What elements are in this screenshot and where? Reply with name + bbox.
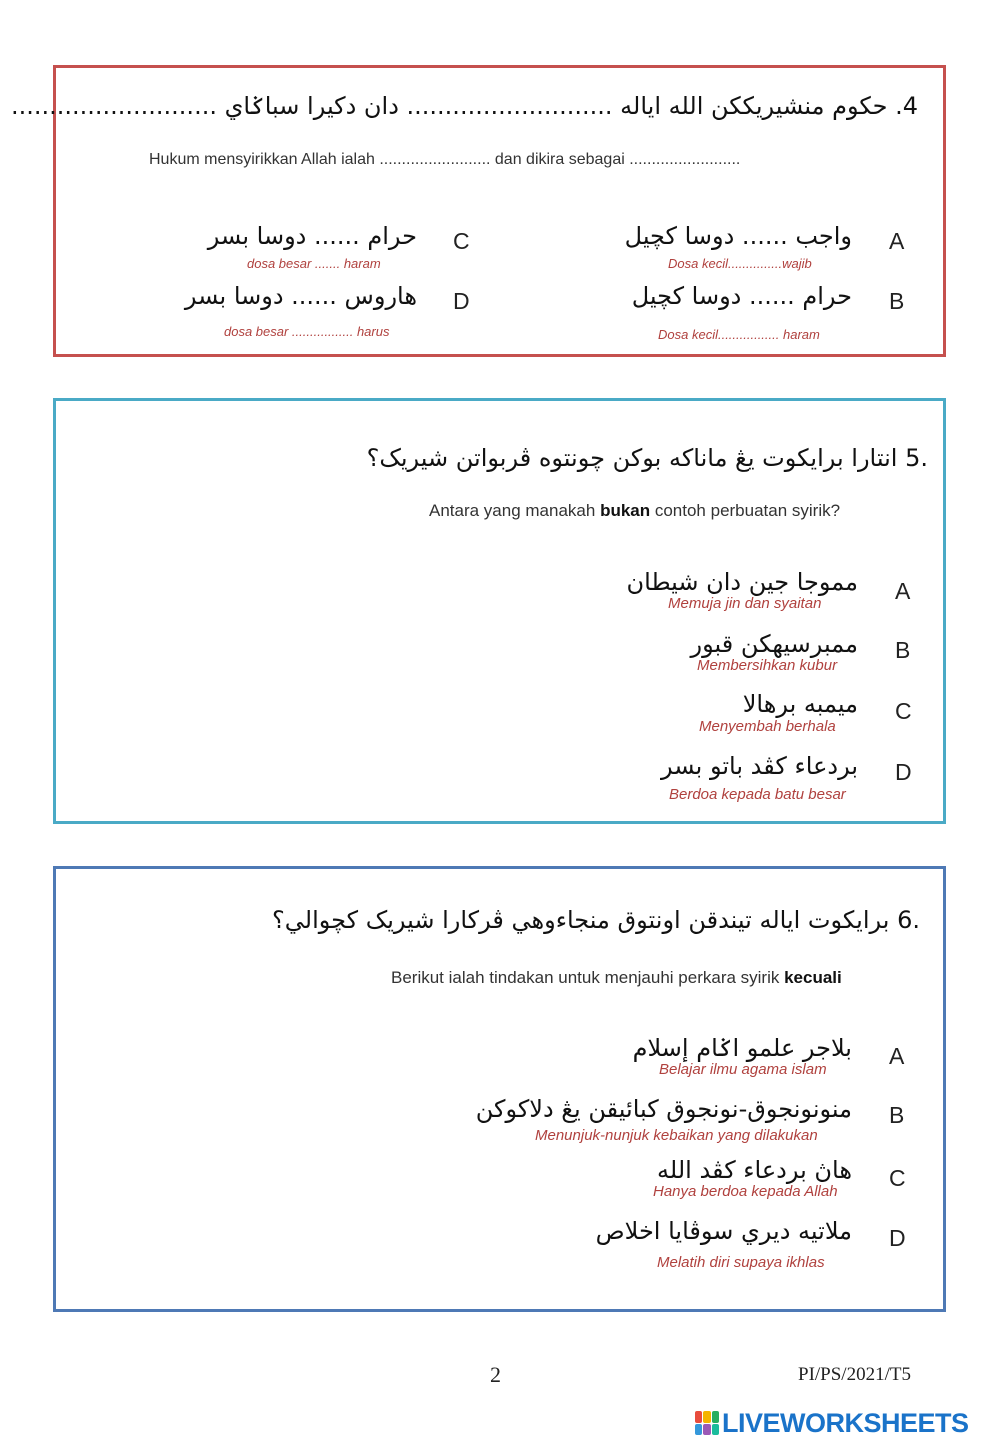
q4-option-b-letter[interactable]: B — [889, 288, 905, 314]
q4-option-a-translation: Dosa kecil...............wajib — [668, 256, 812, 271]
q5-option-b-jawi[interactable]: ممبرسيهکن قبور — [690, 630, 858, 658]
q6-option-d-translation: Melatih diri supaya ikhlas — [657, 1254, 825, 1271]
question-5-rumi — [429, 501, 840, 521]
q4-option-d-jawi[interactable]: هاروس ...... دوسا بسر — [184, 282, 417, 310]
q5-option-a-jawi[interactable]: مموجا جين دان شيطان — [626, 568, 858, 596]
question-6-rumi-bold: kecuali — [784, 968, 842, 987]
question-5-rumi-post: contoh perbuatan syirik? — [650, 501, 841, 520]
q6-option-a-translation: Belajar ilmu agama islam — [659, 1061, 827, 1078]
q6-option-a-letter[interactable]: A — [889, 1043, 905, 1069]
q4-option-a-jawi[interactable]: واجب ...... دوسا کچيل — [624, 222, 852, 250]
question-5-rumi-bold: bukan — [600, 501, 651, 520]
worksheet-grid-icon — [695, 1411, 719, 1435]
document-code: PI/PS/2021/T5 — [798, 1364, 911, 1385]
q6-option-b-translation: Menunjuk-nunjuk kebaikan yang dilakukan — [535, 1127, 818, 1144]
q6-option-c-jawi[interactable]: هاڽ بردعاء کڤد الله — [657, 1156, 852, 1184]
q6-option-d-letter[interactable]: D — [889, 1225, 906, 1251]
question-4-rumi: Hukum mensyirikkan Allah ialah ......................... dan dikira sebagai ......................... — [149, 151, 741, 168]
q4-option-d-letter[interactable]: D — [453, 288, 470, 314]
q4-option-c-jawi[interactable]: حرام ...... دوسا بسر — [207, 222, 417, 250]
q5-option-b-translation: Membersihkan kubur — [697, 657, 838, 674]
q4-option-b-translation: Dosa kecil................. haram — [658, 327, 820, 342]
q6-option-c-translation: Hanya berdoa kepada Allah — [653, 1183, 838, 1200]
question-5-jawi: .5 انتارا برايکوت يڠ ماناکه بوکن چونتوه ڤربواتن شيريک؟ — [366, 444, 928, 472]
q6-option-b-letter[interactable]: B — [889, 1102, 905, 1128]
question-6-jawi: .6 برايکوت اياله تيندقن اونتوق منجاءوهي ڤرکارا شيريک کچوالي؟ — [272, 906, 920, 934]
question-4-jawi: 4. حکوم منشيريککن الله اياله ........................... دان دکيرا سباݢاي ........................... — [10, 92, 918, 120]
q6-option-c-letter[interactable]: C — [889, 1165, 906, 1191]
q5-option-b-letter[interactable]: B — [895, 637, 911, 663]
brand-name: LIVEWORKSHEETS — [722, 1407, 969, 1438]
page-number: 2 — [490, 1362, 501, 1387]
q4-option-c-letter[interactable]: C — [453, 228, 470, 254]
q5-option-c-translation: Menyembah berhala — [699, 718, 836, 735]
q4-option-c-translation: dosa besar ....... haram — [247, 256, 381, 271]
q5-option-d-letter[interactable]: D — [895, 759, 912, 785]
q4-option-d-translation: dosa besar ................. harus — [224, 324, 390, 339]
q5-option-a-letter[interactable]: A — [895, 578, 911, 604]
q4-option-b-jawi[interactable]: حرام ...... دوسا کچيل — [631, 282, 852, 310]
q5-option-a-translation: Memuja jin dan syaitan — [668, 595, 822, 612]
question-5-rumi-pre: Antara yang manakah — [429, 501, 601, 520]
q5-option-d-jawi[interactable]: بردعاء کڤد باتو بسر — [661, 752, 858, 780]
q5-option-d-translation: Berdoa kepada batu besar — [669, 786, 846, 803]
question-6-rumi — [391, 968, 842, 988]
q5-option-c-letter[interactable]: C — [895, 698, 912, 724]
q6-option-b-jawi[interactable]: منونونجوق-نونجوق کبائيقن يڠ دلاکوکن — [475, 1095, 852, 1123]
brand-logo[interactable] — [695, 1408, 969, 1438]
q6-option-d-jawi[interactable]: ملاتيه ديري سوڤايا اخلاص — [595, 1217, 852, 1245]
q4-option-a-letter[interactable]: A — [889, 228, 905, 254]
question-6-rumi-pre: Berikut ialah tindakan untuk menjauhi perkara syirik — [391, 968, 785, 987]
q6-option-a-jawi[interactable]: بلاجر علمو اݢام إسلام — [632, 1034, 852, 1062]
q5-option-c-jawi[interactable]: ميمبه برهالا — [742, 690, 858, 718]
